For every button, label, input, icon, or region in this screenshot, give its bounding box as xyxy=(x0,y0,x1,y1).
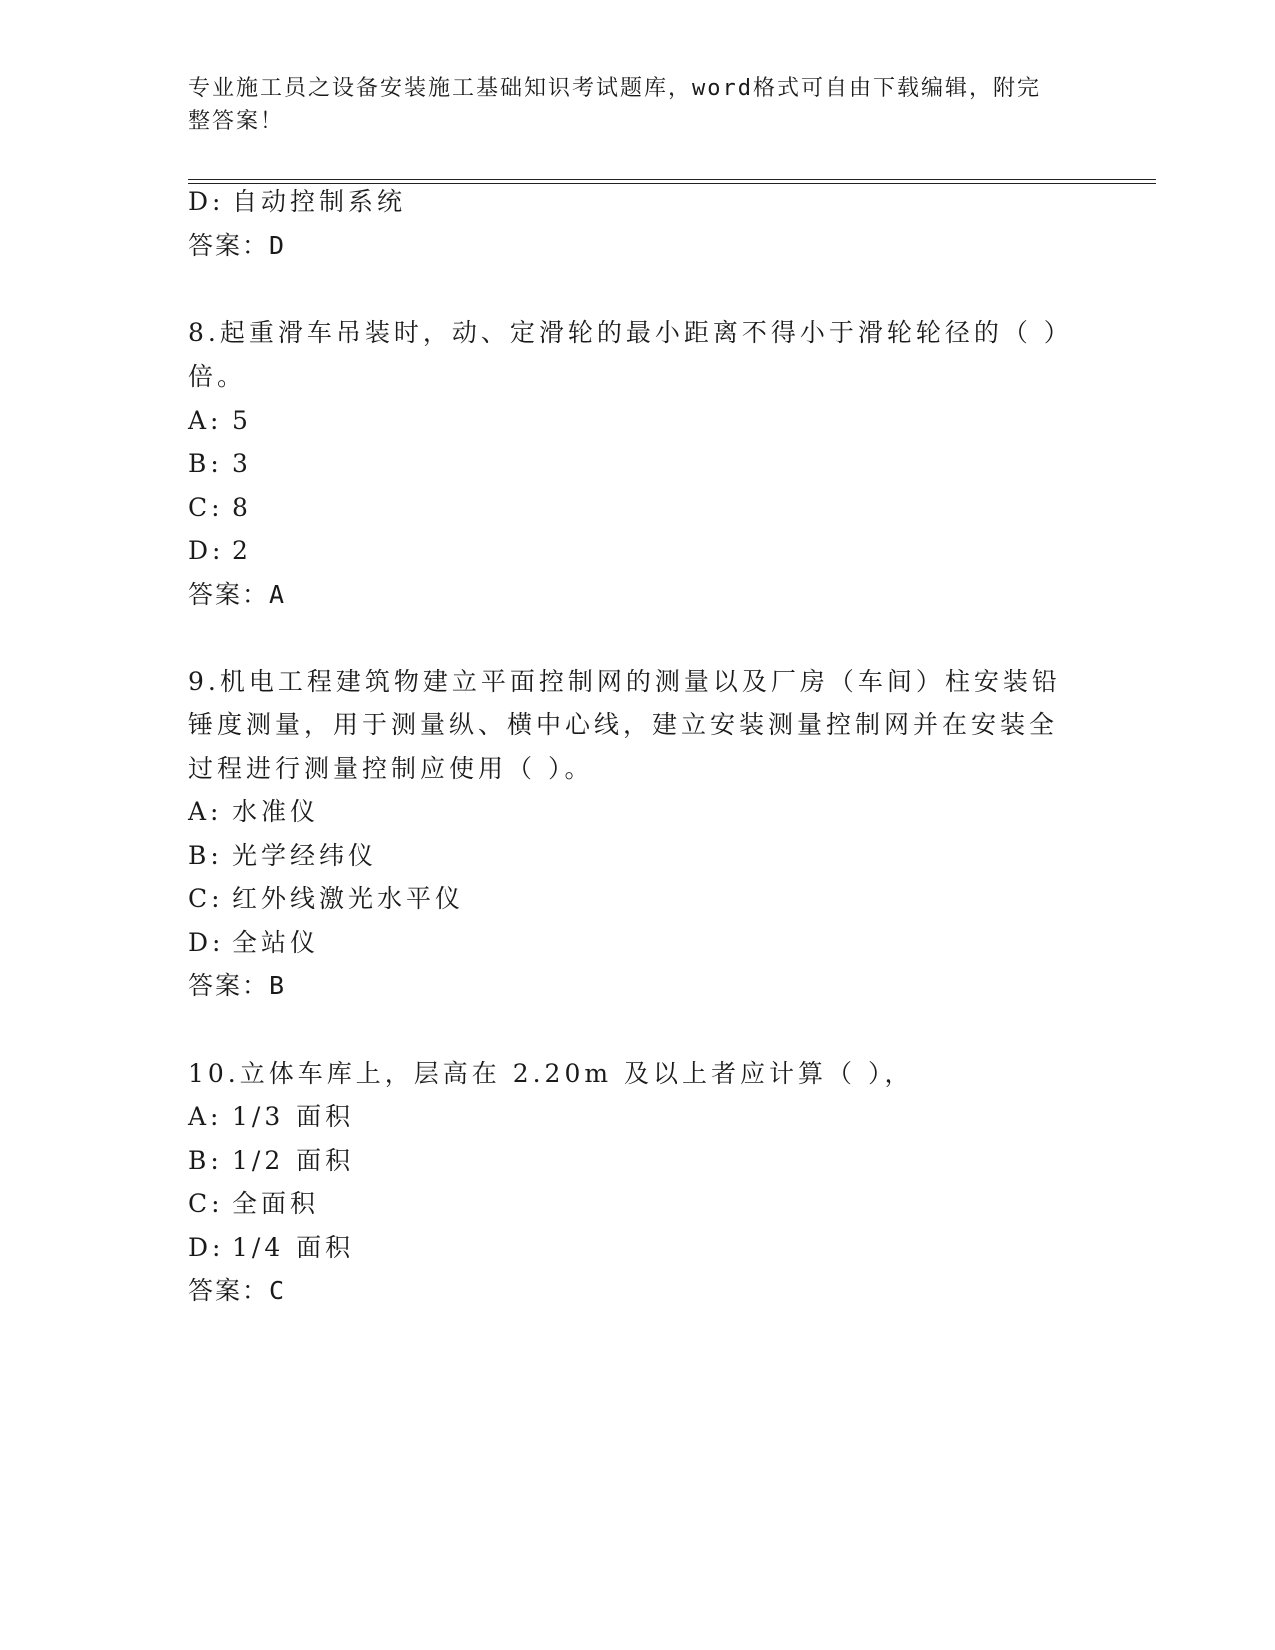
q8-option-c xyxy=(188,493,252,523)
q10-stem-line-1: 10.立体车库上，层高在 2.20m 及以上者应计算（ ）， xyxy=(188,1059,914,1088)
option-label: C: xyxy=(188,1189,224,1218)
option-text: 1/3 面积 xyxy=(232,1102,355,1131)
q7-answer: 答案：D xyxy=(188,231,287,260)
option-label: B: xyxy=(188,841,223,870)
q8-option-b xyxy=(188,449,252,479)
header-rule-top xyxy=(188,179,1156,180)
option-text: 水准仪 xyxy=(232,797,320,826)
q9-stem-line-2: 锤度测量，用于测量纵、横中心线，建立安装测量控制网并在安装全 xyxy=(188,710,1059,739)
header-line-1: 专业施工员之设备安装施工基础知识考试题库，word格式可自由下载编辑，附完 xyxy=(188,76,1041,101)
q8-stem-line-2: 倍。 xyxy=(188,362,247,391)
option-label: D: xyxy=(188,536,225,565)
option-label: A: xyxy=(188,406,223,435)
option-label: D: xyxy=(188,187,225,216)
option-text: 自动控制系统 xyxy=(232,187,407,216)
option-text: 2 xyxy=(232,536,252,565)
q9-option-b xyxy=(188,841,377,871)
option-text: 1/2 面积 xyxy=(232,1146,355,1175)
q8-option-a xyxy=(188,406,252,436)
q9-answer: 答案：B xyxy=(188,971,287,1000)
q9-option-a xyxy=(188,797,319,827)
q10-option-a xyxy=(188,1102,354,1132)
q10-option-c xyxy=(188,1189,319,1219)
q10-option-b xyxy=(188,1146,354,1176)
q8-option-d xyxy=(188,536,252,566)
q10-answer: 答案：C xyxy=(188,1276,287,1305)
q9-option-d xyxy=(188,928,319,958)
header-rule-bottom xyxy=(188,183,1156,184)
q9-stem-line-1: 9.机电工程建筑物建立平面控制网的测量以及厂房（车间）柱安装铅 xyxy=(188,667,1061,696)
q9-stem-line-3: 过程进行测量控制应使用（ ）。 xyxy=(188,754,594,783)
option-text: 光学经纬仪 xyxy=(232,841,378,870)
option-label: C: xyxy=(188,884,224,913)
q7-option-d xyxy=(188,187,406,217)
option-label: B: xyxy=(188,1146,223,1175)
option-label: A: xyxy=(188,1102,223,1131)
header-line-2: 整答案！ xyxy=(188,109,285,134)
option-label: D: xyxy=(188,1233,225,1262)
option-text: 全面积 xyxy=(232,1189,320,1218)
option-label: C: xyxy=(188,493,224,522)
q8-answer: 答案：A xyxy=(188,580,287,609)
document-header xyxy=(188,72,1078,138)
option-text: 3 xyxy=(232,449,252,478)
option-text: 全站仪 xyxy=(232,928,320,957)
option-label: B: xyxy=(188,449,223,478)
option-label: D: xyxy=(188,928,225,957)
q10-option-d xyxy=(188,1233,354,1263)
q9-option-c xyxy=(188,884,464,914)
option-label: A: xyxy=(188,797,223,826)
option-text: 1/4 面积 xyxy=(232,1233,355,1262)
option-text: 红外线激光水平仪 xyxy=(232,884,465,913)
option-text: 5 xyxy=(232,406,252,435)
option-text: 8 xyxy=(232,493,252,522)
q8-stem-line-1: 8.起重滑车吊装时，动、定滑轮的最小距离不得小于滑轮轮径的（ ） xyxy=(188,318,1073,347)
